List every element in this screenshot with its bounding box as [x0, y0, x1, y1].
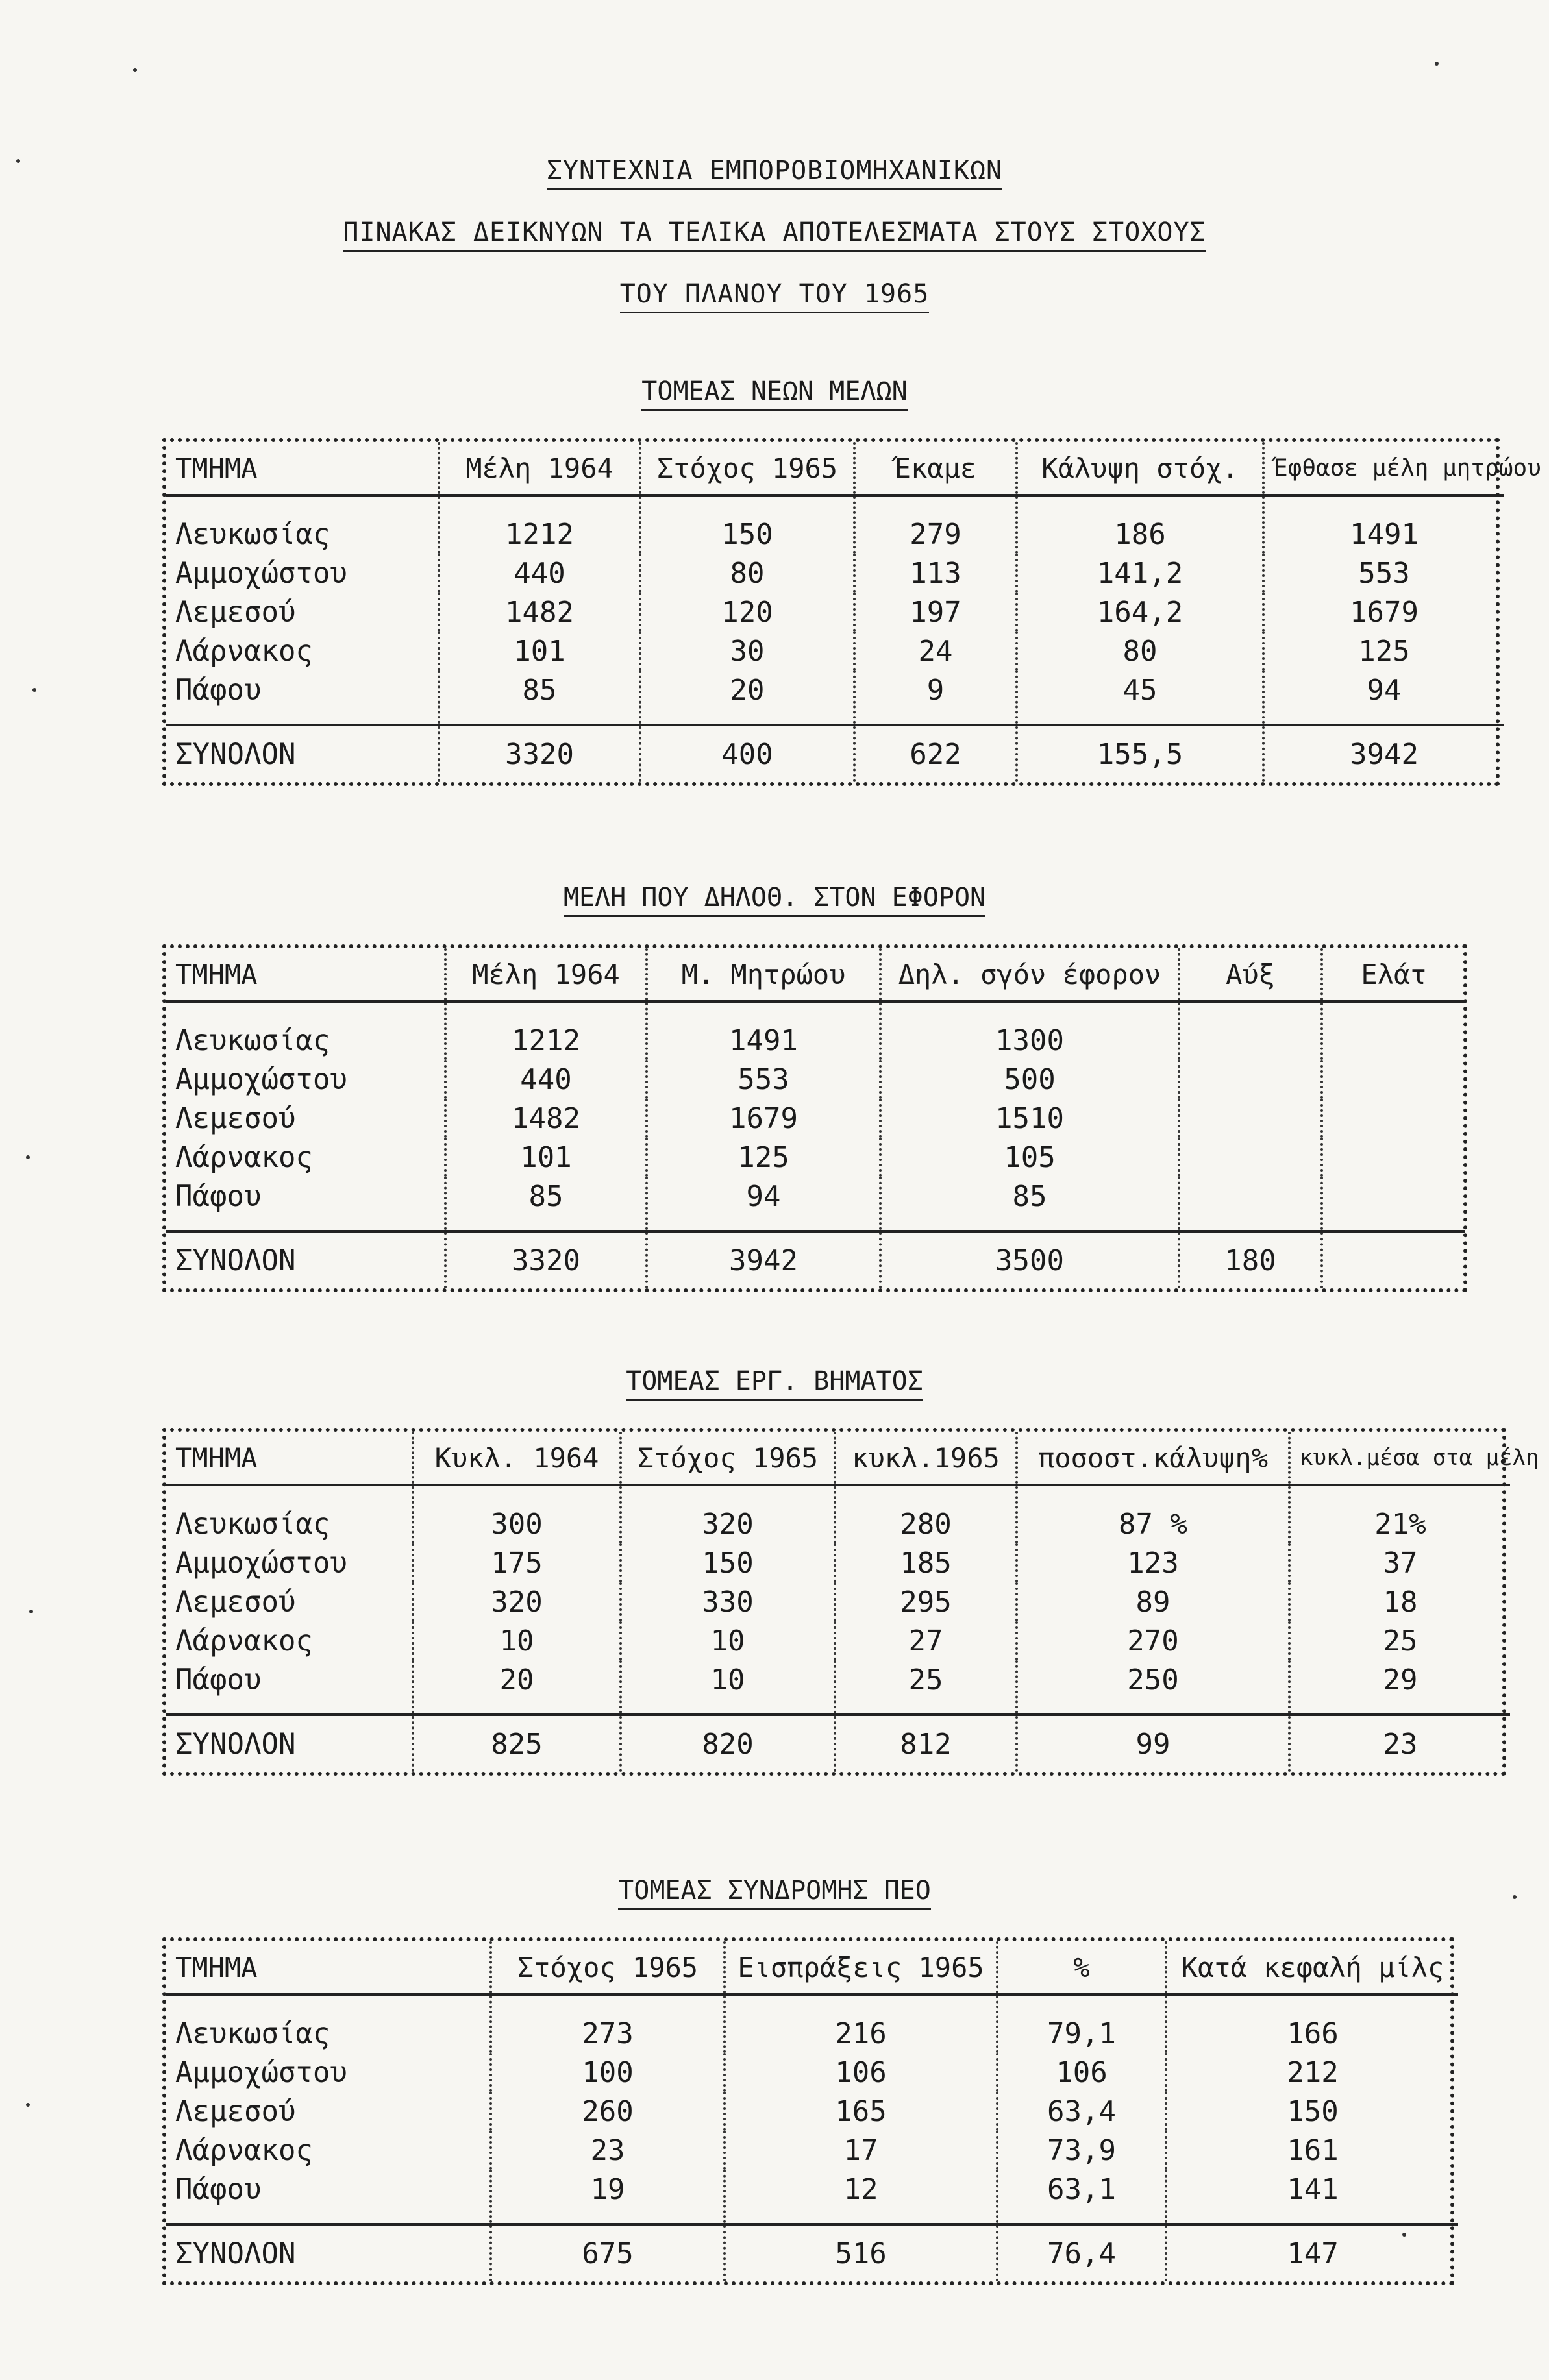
- table-total-row: [166, 725, 1504, 782]
- cell: [1179, 1060, 1322, 1099]
- table-row: [166, 670, 1504, 725]
- cell: [1322, 1099, 1465, 1138]
- table-header-row: [166, 1941, 1458, 1994]
- cell: 3320: [439, 725, 640, 782]
- cell: 80: [640, 554, 854, 593]
- row-label: Πάφου: [175, 2172, 262, 2206]
- table-row: [166, 2131, 1458, 2170]
- table-row: [166, 1138, 1465, 1177]
- row-label: Λάρνακος: [175, 1624, 313, 1658]
- cell: 1212: [439, 495, 640, 554]
- col-header: Στόχος 1965: [640, 442, 854, 495]
- cell: [1322, 1001, 1465, 1060]
- col-header: Μέλη 1964: [439, 442, 640, 495]
- cell: 17: [725, 2131, 997, 2170]
- col-header: κυκλ.μέσα στα μέλη: [1289, 1432, 1510, 1485]
- cell: 87 %: [1017, 1485, 1289, 1543]
- table-registered-members: [162, 944, 1467, 1292]
- cell: 622: [854, 725, 1017, 782]
- section-title-new-members: ΤΟΜΕΑΣ ΝΕΩΝ ΜΕΛΩΝ: [0, 376, 1549, 411]
- scan-speck: [26, 2103, 30, 2107]
- cell: 553: [1263, 554, 1504, 593]
- cell: 3500: [880, 1231, 1179, 1288]
- cell: 812: [835, 1715, 1017, 1772]
- cell: 85: [880, 1177, 1179, 1231]
- table-row: [166, 1660, 1510, 1715]
- cell: 125: [1263, 632, 1504, 670]
- cell: 24: [854, 632, 1017, 670]
- col-header: Ελάτ: [1322, 948, 1465, 1001]
- table-row: [166, 554, 1504, 593]
- section-title-registered-members: ΜΕΛΗ ΠΟΥ ΔΗΛΟΘ. ΣΤΟΝ ΕΦΟΡΟΝ: [0, 883, 1549, 917]
- table-row: [166, 1060, 1465, 1099]
- cell: 295: [835, 1582, 1017, 1621]
- row-label: Λευκωσίας: [175, 1024, 330, 1057]
- cell: 1212: [445, 1001, 647, 1060]
- row-label: Λεμεσού: [175, 595, 296, 629]
- cell: 216: [725, 1994, 997, 2053]
- row-label: Πάφου: [175, 673, 262, 707]
- total-label: ΣΥΝΟΛΟΝ: [166, 1231, 445, 1288]
- col-header: Στόχος 1965: [491, 1941, 725, 1994]
- col-header: Μ. Μητρώου: [647, 948, 880, 1001]
- cell: 1482: [439, 593, 640, 632]
- cell: [1322, 1138, 1465, 1177]
- scan-speck: [1435, 62, 1439, 66]
- cell: 164,2: [1017, 593, 1263, 632]
- row-label: Αμμοχώστου: [175, 2055, 347, 2089]
- cell: 1482: [445, 1099, 647, 1138]
- cell: 94: [1263, 670, 1504, 725]
- row-label: Λευκωσίας: [175, 517, 330, 551]
- scan-speck: [133, 68, 137, 72]
- cell: [1322, 1177, 1465, 1231]
- scan-speck: [32, 688, 36, 692]
- table-header-row: [166, 442, 1504, 495]
- cell: 273: [491, 1994, 725, 2053]
- cell: 1679: [647, 1099, 880, 1138]
- cell: 166: [1166, 1994, 1458, 2053]
- cell: 3942: [647, 1231, 880, 1288]
- doc-title-line-3: ΤΟΥ ΠΛΑΝΟΥ ΤΟΥ 1965: [0, 279, 1549, 313]
- cell: [1179, 1099, 1322, 1138]
- cell: 141: [1166, 2170, 1458, 2224]
- cell: 1679: [1263, 593, 1504, 632]
- table-new-members: [162, 438, 1541, 786]
- cell: 553: [647, 1060, 880, 1099]
- doc-title-line-2: ΠΙΝΑΚΑΣ ΔΕΙΚΝΥΩΝ ΤΑ ΤΕΛΙΚΑ ΑΠΟΤΕΛΕΣΜΑΤΑ ΣΤΟΥΣ ΣΤΟΧΟΥΣ: [0, 217, 1549, 252]
- cell: 23: [491, 2131, 725, 2170]
- row-label: Λευκωσίας: [175, 2017, 330, 2050]
- col-header: Κυκλ. 1964: [413, 1432, 621, 1485]
- table-row: [166, 1621, 1510, 1660]
- cell: 9: [854, 670, 1017, 725]
- col-header: Κατά κεφαλή μίλς: [1166, 1941, 1458, 1994]
- cell: 30: [640, 632, 854, 670]
- table-row: [166, 2053, 1458, 2092]
- table-subscription: [162, 1937, 1454, 2285]
- row-label: Αμμοχώστου: [175, 1546, 347, 1580]
- col-header: Έκαμε: [854, 442, 1017, 495]
- table-row: [166, 1543, 1510, 1582]
- row-label: Αμμοχώστου: [175, 1062, 347, 1096]
- cell: 150: [621, 1543, 835, 1582]
- cell: 320: [413, 1582, 621, 1621]
- cell: 89: [1017, 1582, 1289, 1621]
- table-row: [166, 1582, 1510, 1621]
- table-row: [166, 1177, 1465, 1231]
- col-header: ΤΜΗΜΑ: [166, 1432, 413, 1485]
- col-header: Έφθασε μέλη μητρώου: [1263, 442, 1504, 495]
- col-header: Εισπράξεις 1965: [725, 1941, 997, 1994]
- col-header: ποσοστ.κάλυψη%: [1017, 1432, 1289, 1485]
- cell: 76,4: [997, 2224, 1166, 2281]
- cell: 101: [439, 632, 640, 670]
- cell: 155,5: [1017, 725, 1263, 782]
- cell: 150: [640, 495, 854, 554]
- cell: 250: [1017, 1660, 1289, 1715]
- cell: 105: [880, 1138, 1179, 1177]
- cell: 1491: [647, 1001, 880, 1060]
- cell: 106: [725, 2053, 997, 2092]
- cell: 400: [640, 725, 854, 782]
- row-label: Αμμοχώστου: [175, 556, 347, 590]
- cell: 113: [854, 554, 1017, 593]
- cell: 165: [725, 2092, 997, 2131]
- doc-title-line-1: ΣΥΝΤΕΧΝΙΑ ΕΜΠΟΡΟΒΙΟΜΗΧΑΝΙΚΩΝ: [0, 156, 1549, 190]
- cell: 19: [491, 2170, 725, 2224]
- col-header: ΤΜΗΜΑ: [166, 948, 445, 1001]
- table-row: [166, 1099, 1465, 1138]
- cell: 123: [1017, 1543, 1289, 1582]
- cell: 500: [880, 1060, 1179, 1099]
- cell: 45: [1017, 670, 1263, 725]
- row-label: Λευκωσίας: [175, 1507, 330, 1541]
- col-header: Μέλη 1964: [445, 948, 647, 1001]
- cell: [1322, 1060, 1465, 1099]
- table-total-row: [166, 1715, 1510, 1772]
- cell: 106: [997, 2053, 1166, 2092]
- cell: 120: [640, 593, 854, 632]
- total-label: ΣΥΝΟΛΟΝ: [166, 1715, 413, 1772]
- cell: 10: [621, 1621, 835, 1660]
- cell: 260: [491, 2092, 725, 2131]
- row-label: Λεμεσού: [175, 2094, 296, 2128]
- table-row: [166, 2092, 1458, 2131]
- table-row: [166, 593, 1504, 632]
- cell: 186: [1017, 495, 1263, 554]
- col-header: Στόχος 1965: [621, 1432, 835, 1485]
- cell: 29: [1289, 1660, 1510, 1715]
- cell: 3942: [1263, 725, 1504, 782]
- cell: 516: [725, 2224, 997, 2281]
- cell: 212: [1166, 2053, 1458, 2092]
- cell: 279: [854, 495, 1017, 554]
- cell: 10: [621, 1660, 835, 1715]
- cell: 3320: [445, 1231, 647, 1288]
- cell: 147: [1166, 2224, 1458, 2281]
- scan-speck: [1402, 2233, 1406, 2237]
- cell: 79,1: [997, 1994, 1166, 2053]
- cell: 141,2: [1017, 554, 1263, 593]
- cell: 1491: [1263, 495, 1504, 554]
- cell: 280: [835, 1485, 1017, 1543]
- cell: 27: [835, 1621, 1017, 1660]
- cell: 20: [413, 1660, 621, 1715]
- cell: 73,9: [997, 2131, 1166, 2170]
- cell: 197: [854, 593, 1017, 632]
- table-row: [166, 2170, 1458, 2224]
- scan-speck: [1513, 1895, 1517, 1899]
- cell: 330: [621, 1582, 835, 1621]
- cell: 85: [445, 1177, 647, 1231]
- cell: 440: [445, 1060, 647, 1099]
- scan-speck: [26, 1155, 30, 1159]
- table-total-row: [166, 2224, 1458, 2281]
- cell: 320: [621, 1485, 835, 1543]
- row-label: Λεμεσού: [175, 1585, 296, 1619]
- cell: 100: [491, 2053, 725, 2092]
- cell: 21%: [1289, 1485, 1510, 1543]
- cell: [1179, 1138, 1322, 1177]
- total-label: ΣΥΝΟΛΟΝ: [166, 725, 439, 782]
- cell: 820: [621, 1715, 835, 1772]
- cell: 20: [640, 670, 854, 725]
- col-header: %: [997, 1941, 1166, 1994]
- table-row: [166, 1994, 1458, 2053]
- table-row: [166, 632, 1504, 670]
- cell: 25: [835, 1660, 1017, 1715]
- col-header: Κάλυψη στόχ.: [1017, 442, 1263, 495]
- cell: 18: [1289, 1582, 1510, 1621]
- cell: 161: [1166, 2131, 1458, 2170]
- table-row: [166, 1001, 1465, 1060]
- section-title-work-step: ΤΟΜΕΑΣ ΕΡΓ. ΒΗΜΑΤΟΣ: [0, 1366, 1549, 1401]
- cell: 99: [1017, 1715, 1289, 1772]
- col-header: Δηλ. σγόν έφορον: [880, 948, 1179, 1001]
- scan-speck: [16, 159, 20, 163]
- cell: 125: [647, 1138, 880, 1177]
- cell: 101: [445, 1138, 647, 1177]
- cell: 63,1: [997, 2170, 1166, 2224]
- col-header: κυκλ.1965: [835, 1432, 1017, 1485]
- cell: 825: [413, 1715, 621, 1772]
- table-work-step: [162, 1428, 1539, 1776]
- total-label: ΣΥΝΟΛΟΝ: [166, 2224, 491, 2281]
- cell: 180: [1179, 1231, 1322, 1288]
- cell: 85: [439, 670, 640, 725]
- cell: 80: [1017, 632, 1263, 670]
- cell: 10: [413, 1621, 621, 1660]
- cell: 23: [1289, 1715, 1510, 1772]
- cell: [1179, 1001, 1322, 1060]
- row-label: Λάρνακος: [175, 2133, 313, 2167]
- cell: 150: [1166, 2092, 1458, 2131]
- cell: 63,4: [997, 2092, 1166, 2131]
- row-label: Πάφου: [175, 1663, 262, 1697]
- cell: 1300: [880, 1001, 1179, 1060]
- col-header: Αύξ: [1179, 948, 1322, 1001]
- cell: 440: [439, 554, 640, 593]
- cell: 270: [1017, 1621, 1289, 1660]
- row-label: Πάφου: [175, 1179, 262, 1213]
- cell: 94: [647, 1177, 880, 1231]
- section-title-subscription: ΤΟΜΕΑΣ ΣΥΝΔΡΟΜΗΣ ΠΕΟ: [0, 1876, 1549, 1910]
- cell: 1510: [880, 1099, 1179, 1138]
- cell: 25: [1289, 1621, 1510, 1660]
- cell: 37: [1289, 1543, 1510, 1582]
- col-header: ΤΜΗΜΑ: [166, 1941, 491, 1994]
- row-label: Λάρνακος: [175, 1140, 313, 1174]
- table-total-row: [166, 1231, 1465, 1288]
- table-header-row: [166, 948, 1465, 1001]
- cell: 300: [413, 1485, 621, 1543]
- table-row: [166, 495, 1504, 554]
- cell: 12: [725, 2170, 997, 2224]
- table-row: [166, 1485, 1510, 1543]
- cell: [1322, 1231, 1465, 1288]
- cell: 175: [413, 1543, 621, 1582]
- scan-speck: [29, 1610, 33, 1613]
- table-header-row: [166, 1432, 1510, 1485]
- row-label: Λάρνακος: [175, 634, 313, 668]
- col-header: ΤΜΗΜΑ: [166, 442, 439, 495]
- cell: 185: [835, 1543, 1017, 1582]
- cell: 675: [491, 2224, 725, 2281]
- row-label: Λεμεσού: [175, 1101, 296, 1135]
- cell: [1179, 1177, 1322, 1231]
